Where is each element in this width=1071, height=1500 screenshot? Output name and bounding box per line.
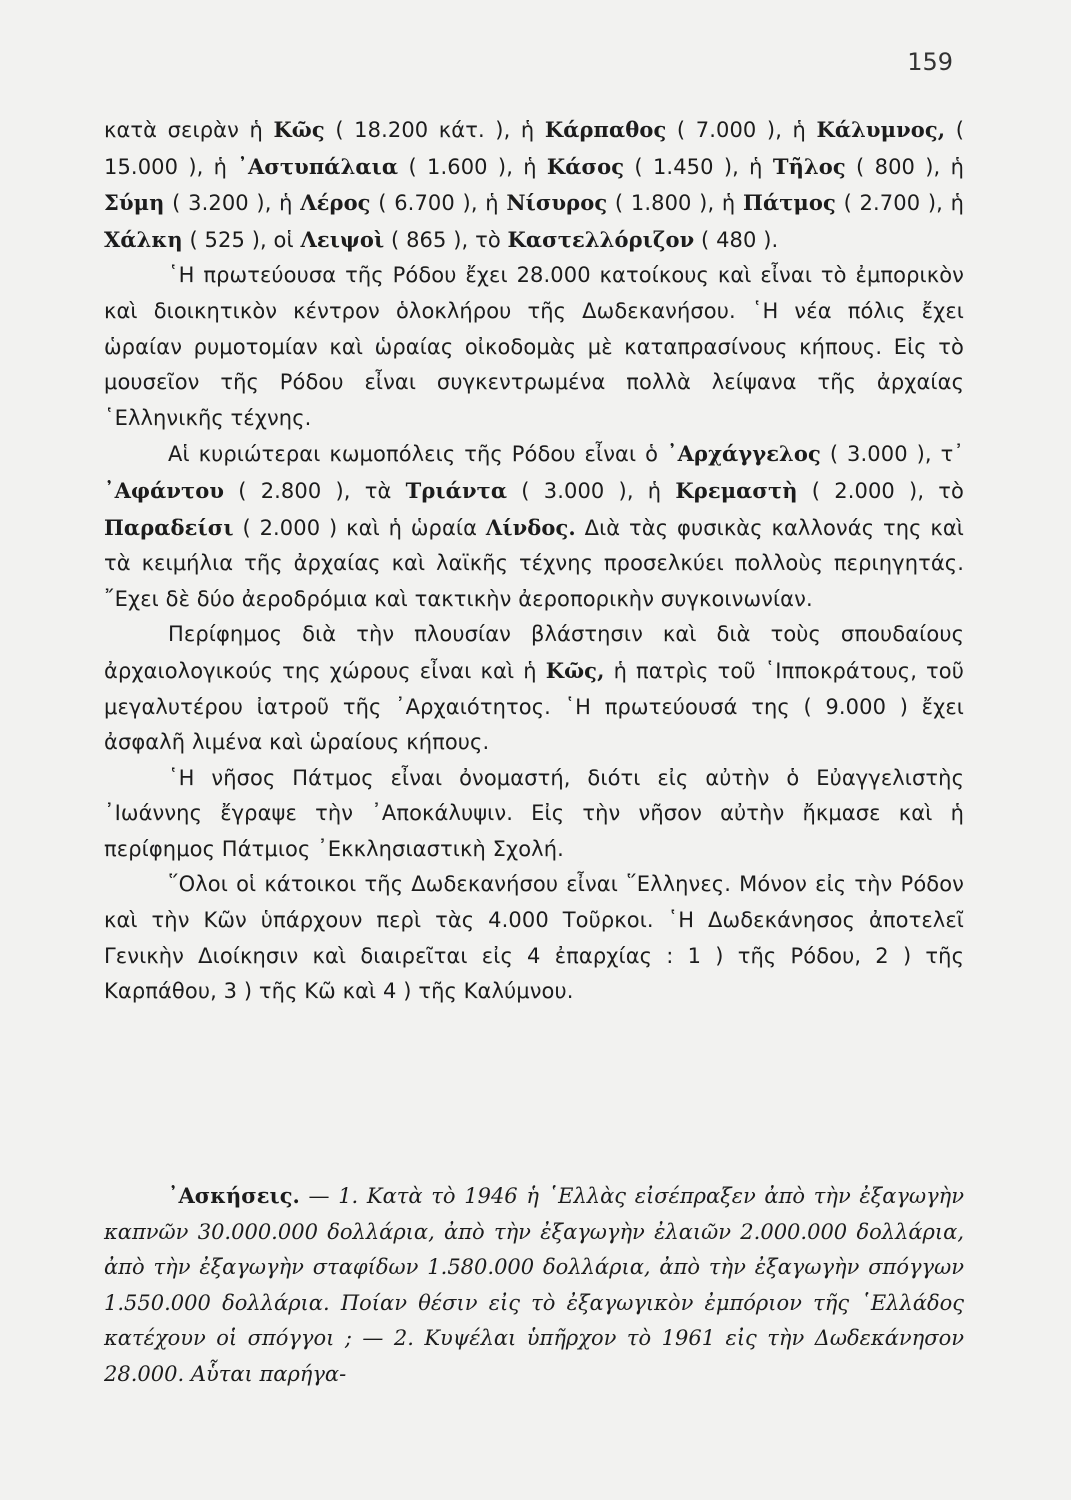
text-run: ( 3.000 ), τ᾿ xyxy=(820,442,964,467)
text-run: ( 1.450 ), ἡ xyxy=(624,154,773,179)
place-kastellorizo: Καστελλόριζον xyxy=(507,226,695,252)
place-trianta: Τριάντα xyxy=(405,477,508,503)
text-run: ( 15.000 ), ἡ xyxy=(104,118,964,179)
text-run: ( 1.600 ), ἡ xyxy=(398,154,547,179)
text-run: κατὰ σειρὰν ἡ xyxy=(104,118,274,142)
place-archangelos: ᾿Αρχάγγελος xyxy=(667,441,821,467)
place-nisyros: Νίσυρος xyxy=(506,190,608,216)
paragraph-rhodes-towns xyxy=(104,436,964,617)
paragraph-island-list xyxy=(104,112,964,258)
text-run: ( 18.200 κάτ. ), ἡ xyxy=(324,118,545,142)
place-kos: Κῶς xyxy=(273,117,325,142)
place-patmos: Πάτμος xyxy=(743,190,836,216)
paragraph-kos xyxy=(104,617,964,760)
text-run: ἡ πατρὶς τοῦ ῾Ιπποκράτους, τοῦ μεγαλυτέρου ἰατροῦ τῆς ᾿Αρχαιότητος. ῾Η πρωτεύουσά της ( 9.000 ) ἔχει ἀσφαλῆ λιμένα καὶ ὡραίους κήπους. xyxy=(104,658,964,755)
place-leipsoi: Λειψοὶ xyxy=(300,226,385,252)
paragraph-patmos: ῾Η νῆσος Πάτμος εἶναι ὀνομαστή, διότι εἰς αὐτὴν ὁ Εὐαγγελιστὴς ᾿Ιωάννης ἔγραψε τὴν ᾿Αποκάλυψιν. Εἰς τὴν νῆσον αὐτὴν ἤκμασε καὶ ἡ περίφημος Πάτμιος ᾿Εκκλησιαστικὴ Σχολή. xyxy=(104,765,964,861)
text-run: ( 525 ), οἱ xyxy=(182,227,301,252)
text-run: ( 865 ), τὸ xyxy=(384,227,508,252)
text-run: Περίφημος διὰ τὴν πλουσίαν βλάστησιν καὶ διὰ τοὺς σπουδαίους ἀρχαιολογικούς της χώρους εἶναι καὶ ἡ xyxy=(104,622,964,683)
exercises-title: ᾿Ασκήσεις. xyxy=(168,1183,300,1208)
text-run: ( 2.000 ) καὶ ἡ ὡραία xyxy=(233,515,486,540)
text-run: ( 2.000 ), τὸ xyxy=(797,478,965,503)
place-leros: Λέρος xyxy=(300,190,371,216)
text-run: ( 3.000 ), ἡ xyxy=(507,478,676,503)
text-run: Αἱ κυριώτεραι κωμοπόλεις τῆς Ρόδου εἶναι ὁ xyxy=(168,442,668,467)
place-astypalaia: ᾿Αστυπάλαια xyxy=(237,153,399,179)
text-run: Διὰ τὰς φυσικὰς καλλονάς της καὶ τὰ κειμήλια τῆς ἀρχαίας καὶ λαϊκῆς τέχνης προσελκύει πολλοὺς περιηγητάς. ῎Εχει δὲ δύο ἀεροδρόμια καὶ τακτικὴν ἀεροπορικὴν συγκοινωνίαν. xyxy=(104,515,964,611)
page-number: 159 xyxy=(907,48,953,76)
place-kasos: Κάσος xyxy=(546,153,625,179)
place-afantou: ᾿Αφάντου xyxy=(104,477,225,503)
text-run: ( 2.700 ), ἡ xyxy=(835,191,965,216)
main-text xyxy=(104,112,964,1010)
place-karpathos: Κάρπαθος xyxy=(544,117,667,142)
text-run: ( 6.700 ), ἡ xyxy=(370,191,507,216)
text-run: ( 2.800 ), τὰ xyxy=(224,478,406,503)
paragraph-population: ῞Ολοι οἱ κάτοικοι τῆς Δωδεκανήσου εἶναι ῞Ελληνες. Μόνον εἰς τὴν Ρόδον καὶ τὴν Κῶν ὑπάρχουν περὶ τὰς 4.000 Τοῦρκοι. ῾Η Δωδεκάνησος ἀποτελεῖ Γενικὴν Διοίκησιν καὶ διαιρεῖται εἰς 4 ἐπαρχίας : 1 ) τῆς Ρόδου, 2 ) τῆς Καρπάθου, 3 ) τῆς Κῶ καὶ 4 ) τῆς Καλύμνου. xyxy=(104,872,964,1004)
place-lindos: Λίνδος. xyxy=(485,514,576,540)
text-run: ( 1.800 ), ἡ xyxy=(607,191,744,216)
text-run: ( 3.200 ), ἡ xyxy=(164,191,301,216)
exercises-text: 1. Κατὰ τὸ 1946 ἡ ῾Ελλὰς εἰσέπραξεν ἀπὸ τὴν ἐξαγωγὴν καπνῶν 30.000.000 δολλάρια, ἀπὸ τὴν ἐξαγωγὴν ἐλαιῶν 2.000.000 δολλάρια, ἀπὸ τὴν ἐξαγωγὴν σταφίδων 1.580.000 δολλάρια, ἀπὸ τὴν ἐξαγωγὴν σπόγγων 1.550.000 δολλάρια. Ποίαν θέσιν εἰς τὸ ἐξαγωγικὸν ἐμπόριον τῆς ῾Ελλάδος κατέχουν οἱ σπόγγοι ; — 2. Κυψέλαι ὑπῆρχον τὸ 1961 εἰς τὴν Δωδεκάνησον 28.000. Αὗται παρήγα- xyxy=(104,1184,964,1386)
place-symi: Σύμη xyxy=(104,190,165,216)
text-run: ( 7.000 ), ἡ xyxy=(666,118,817,142)
place-tilos: Τῆλος xyxy=(772,153,846,179)
text-run: ( 800 ), ἡ xyxy=(845,154,965,179)
exercises-section xyxy=(104,1178,964,1393)
text-run: ( 480 ). xyxy=(694,227,779,252)
place-paradeisi: Παραδείσι xyxy=(104,514,234,540)
place-kremasti: Κρεμαστὴ xyxy=(675,477,798,503)
place-chalki: Χάλκη xyxy=(104,226,183,252)
paragraph-rhodes-capital: ῾Η πρωτεύουσα τῆς Ρόδου ἔχει 28.000 κατοίκους καὶ εἶναι τὸ ἐμπορικὸν καὶ διοικητικὸν κέντρον ὁλοκλήρου τῆς Δωδεκανήσου. ῾Η νέα πόλις ἔχει ὡραίαν ρυμοτομίαν καὶ ὡραίας οἰκοδομὰς μὲ καταπρασίνους κήπους. Εἰς τὸ μουσεῖον τῆς Ρόδου εἶναι συγκεντρωμένα πολλὰ λείψανα τῆς ἀρχαίας ῾Ελληνικῆς τέχνης. xyxy=(104,263,964,430)
place-kos-bold: Κῶς, xyxy=(545,657,605,683)
exercises-dash: — xyxy=(299,1184,339,1208)
place-kalymnos: Κάλυμνος, xyxy=(816,117,946,142)
